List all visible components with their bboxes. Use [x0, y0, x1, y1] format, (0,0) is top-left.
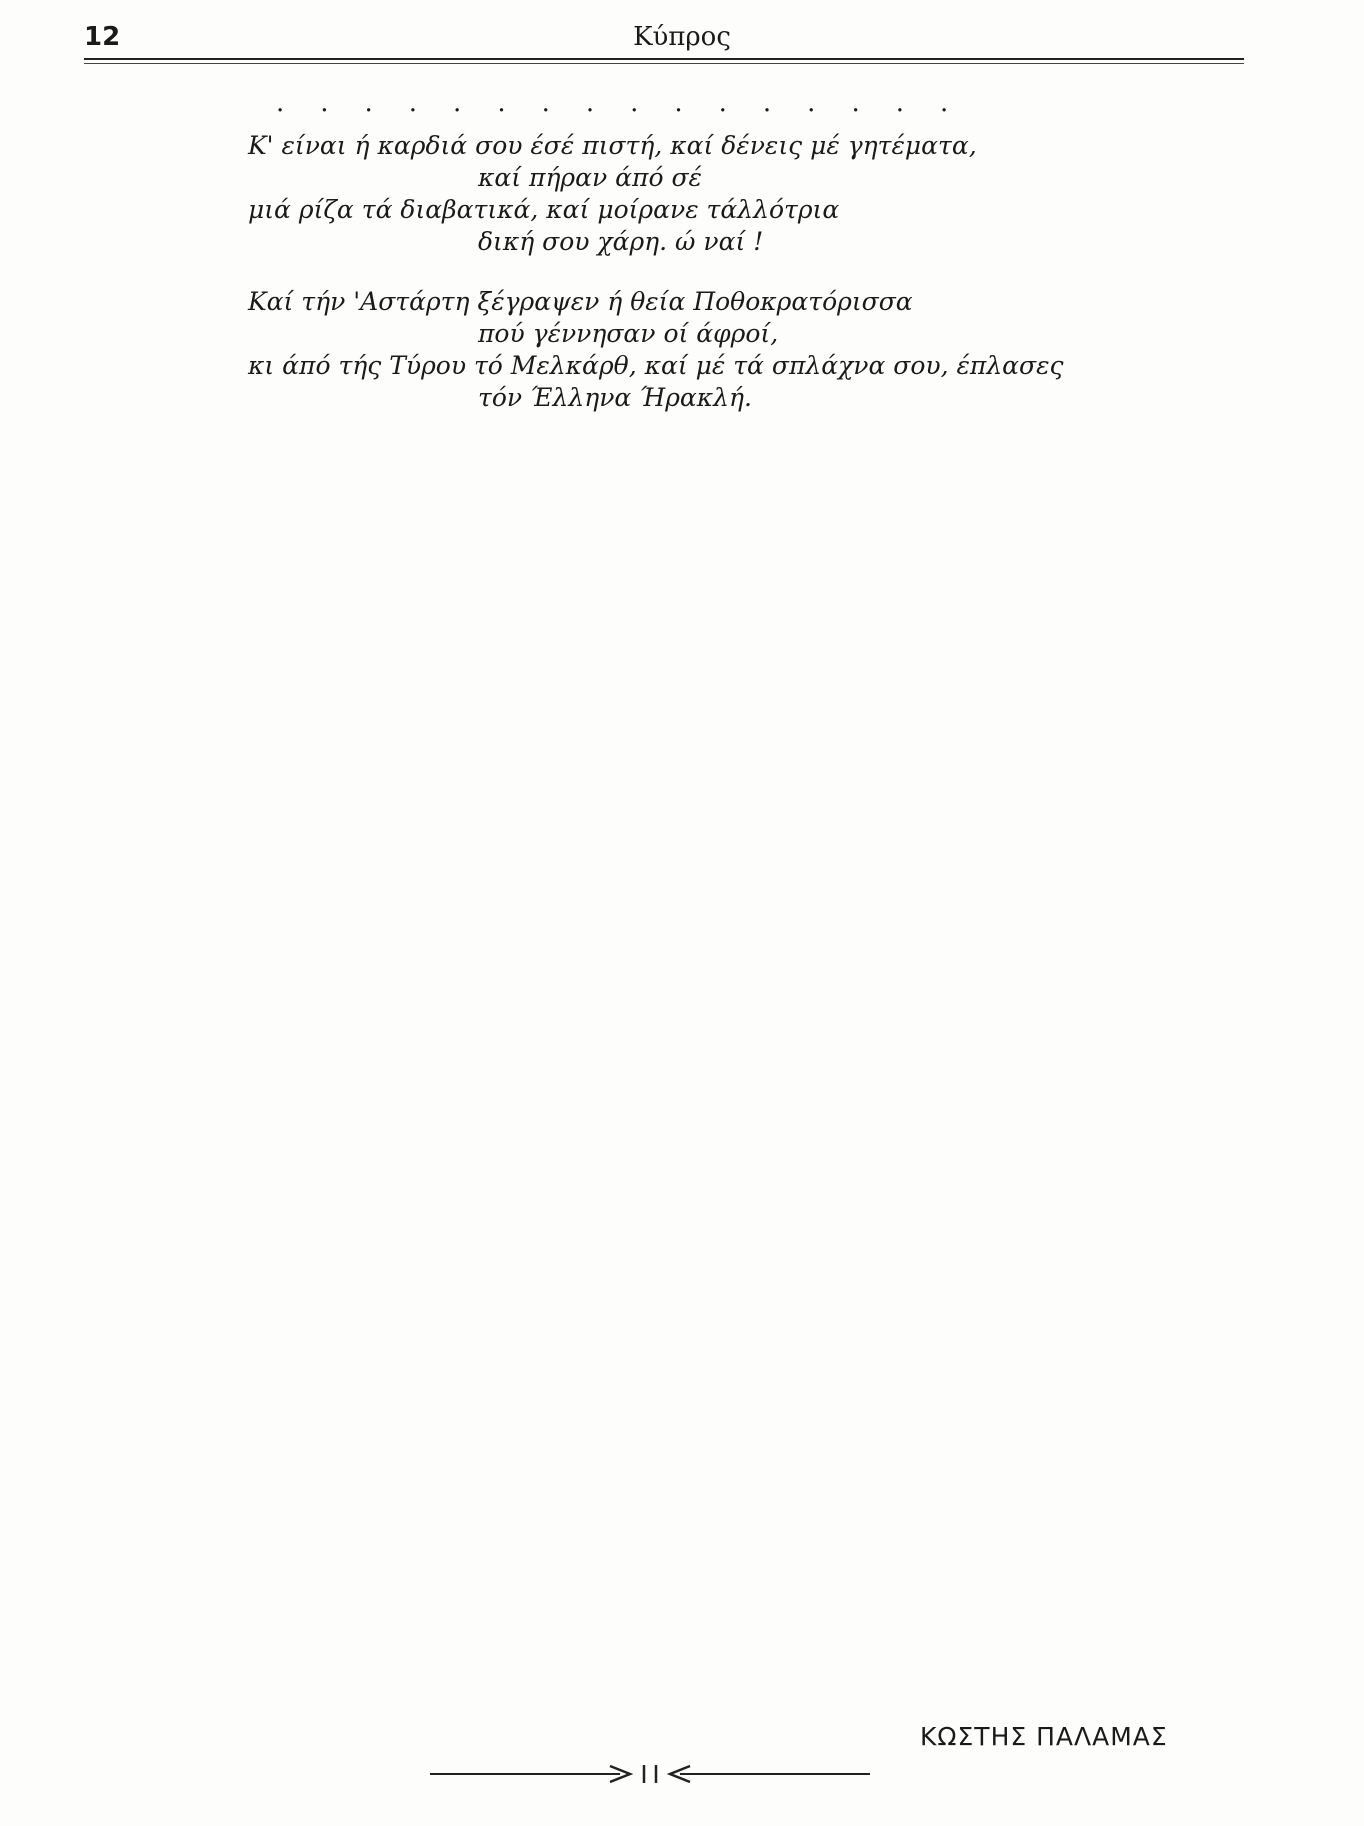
poem-line: Κ' είναι ή καρδιά σου έσέ πιστή, καί δένεις μέ γητέματα,: [248, 131, 977, 160]
poem-line: μιά ρίζα τά διαβατικά, καί μοίρανε τάλλότρια: [248, 195, 840, 224]
stanza: [248, 286, 1168, 414]
poem-line: δική σου χάρη. ώ ναί !: [478, 227, 764, 256]
poem: [248, 130, 1168, 442]
author-signature: ΚΩΣΤΗΣ ΠΑΛΑΜΑΣ: [920, 1722, 1168, 1751]
poem-line: πού γέννησαν οί άφροί,: [478, 319, 779, 348]
ellipsis-dots: ................: [276, 88, 985, 118]
poem-line: καί πήραν άπό σέ: [478, 163, 702, 192]
poem-line: τόν Έλληνα Ήρακλή.: [478, 383, 752, 412]
stanza: [248, 130, 1168, 258]
poem-line: Καί τήν 'Αστάρτη ξέγραψεν ή θεία Ποθοκρατόρισσα: [248, 287, 913, 316]
poem-line: κι άπό τής Τύρου τό Μελκάρθ, καί μέ τά σπλάχνα σου, έπλασες: [248, 351, 1064, 380]
running-title: Κύπρος: [633, 22, 731, 52]
header-rule: [84, 58, 1244, 64]
page-number: 12: [84, 22, 121, 52]
end-ornament: [430, 1762, 870, 1786]
